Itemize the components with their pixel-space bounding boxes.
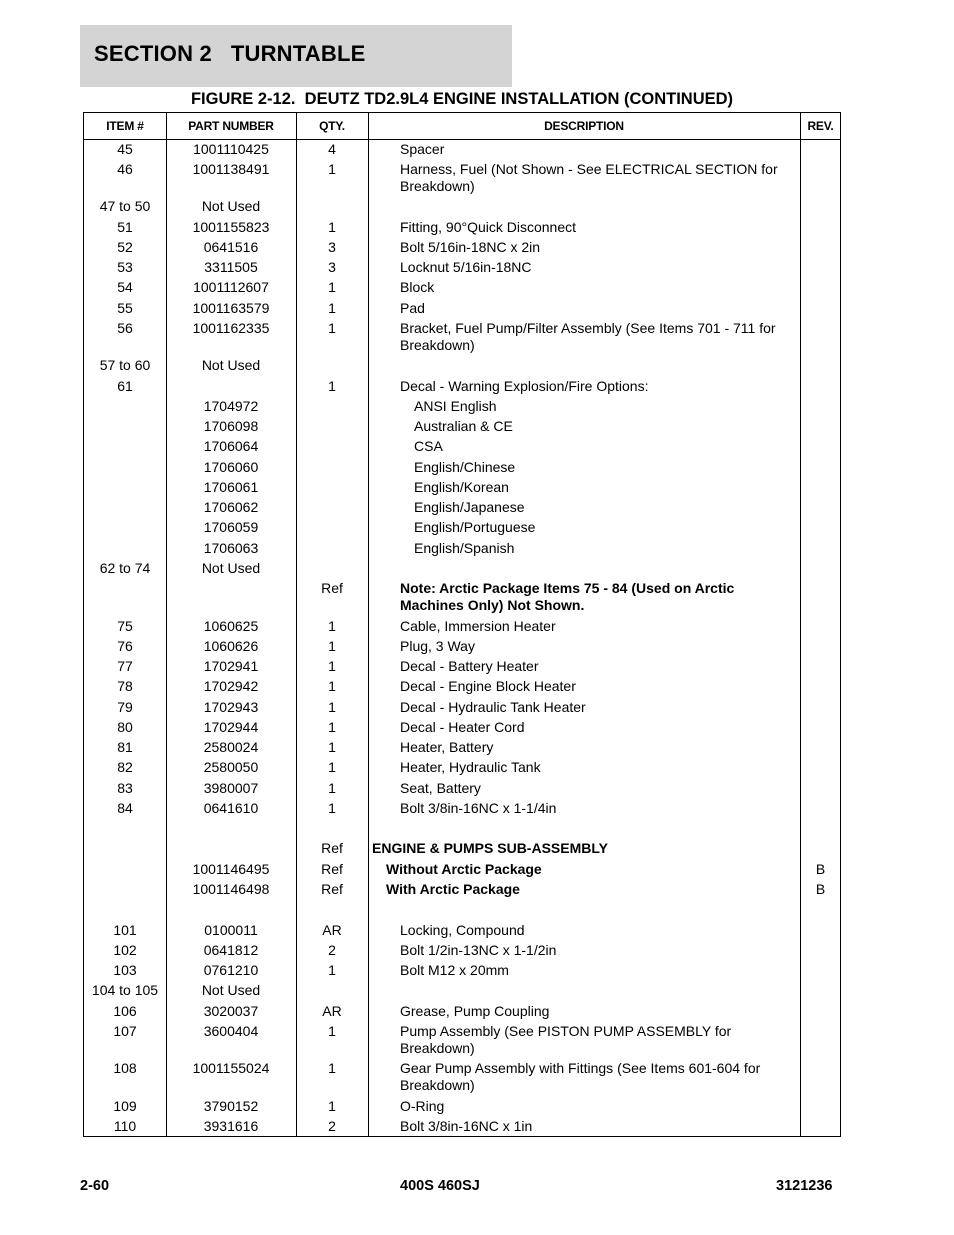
column-divider — [368, 113, 369, 1136]
part-number-cell: 1706061 — [203, 479, 259, 495]
description-continuation: Breakdown) — [400, 1040, 475, 1056]
description-cell: English/Chinese — [414, 459, 516, 475]
item-cell: 81 — [117, 739, 133, 755]
qty-cell: 4 — [328, 141, 336, 157]
qty-cell: 3 — [328, 259, 336, 275]
description-cell: Decal - Hydraulic Tank Heater — [400, 699, 586, 715]
description-cell: ANSI English — [414, 398, 497, 414]
qty-cell: 1 — [328, 678, 336, 694]
part-number-cell: 1706064 — [203, 438, 259, 454]
column-divider — [800, 113, 801, 1136]
figure-title: FIGURE 2-12. DEUTZ TD2.9L4 ENGINE INSTALLATION (CONTINUED) — [190, 90, 734, 108]
part-number-cell: 3790152 — [203, 1098, 259, 1114]
rev-cell: B — [815, 881, 826, 897]
qty-cell: 1 — [328, 1060, 336, 1076]
item-cell: 78 — [117, 678, 133, 694]
part-number-cell: 1702943 — [203, 699, 259, 715]
qty-cell: 1 — [328, 161, 336, 177]
part-number-cell: 1060626 — [203, 638, 259, 654]
description-cell: Decal - Heater Cord — [400, 719, 525, 735]
part-number-cell: 3020037 — [203, 1003, 259, 1019]
parts-table — [83, 112, 841, 1137]
qty-cell: 1 — [328, 962, 336, 978]
description-cell: Gear Pump Assembly with Fittings (See Items 601-604 for — [400, 1060, 761, 1076]
item-cell: 101 — [113, 922, 137, 938]
description-cell: Decal - Battery Heater — [400, 658, 539, 674]
item-cell: 77 — [117, 658, 133, 674]
part-number-cell: 1060625 — [203, 618, 259, 634]
item-cell: 51 — [117, 219, 133, 235]
item-cell: 80 — [117, 719, 133, 735]
part-number-cell: 1001163579 — [192, 300, 270, 316]
qty-cell: AR — [322, 1003, 342, 1019]
section-header — [80, 25, 512, 87]
rev-cell: B — [815, 861, 826, 877]
qty-cell: 1 — [328, 300, 336, 316]
item-cell: 57 to 60 — [99, 357, 151, 373]
qty-cell: 1 — [328, 378, 336, 394]
part-number-cell: 3931616 — [203, 1118, 259, 1134]
description-cell: Plug, 3 Way — [400, 638, 475, 654]
qty-cell: 3 — [328, 239, 336, 255]
item-cell: 82 — [117, 759, 133, 775]
description-cell: Pump Assembly (See PISTON PUMP ASSEMBLY for — [400, 1023, 732, 1039]
part-number-cell: 1702942 — [203, 678, 259, 694]
document-number: 3121236 — [776, 1178, 833, 1194]
header-rev: REV. — [807, 119, 834, 133]
item-cell: 83 — [117, 780, 133, 796]
description-cell: Harness, Fuel (Not Shown - See ELECTRICAL SECTION for — [400, 161, 778, 177]
item-cell: 104 to 105 — [91, 982, 159, 998]
item-cell: 46 — [117, 161, 133, 177]
item-cell: 110 — [113, 1118, 137, 1134]
qty-cell: Ref — [321, 840, 343, 856]
part-number-cell: 1706060 — [203, 459, 259, 475]
page-number: 2-60 — [80, 1178, 110, 1194]
qty-cell: 1 — [328, 719, 336, 735]
item-cell: 84 — [117, 800, 133, 816]
description-cell: Spacer — [400, 141, 445, 157]
section-title: SECTION 2 TURNTABLE — [94, 41, 366, 66]
part-number-cell: 1706098 — [203, 418, 259, 434]
description-cell: Block — [400, 279, 435, 295]
item-cell: 102 — [113, 942, 137, 958]
description-cell: Bolt 1/2in-13NC x 1-1/2in — [400, 942, 557, 958]
description-cell: Bracket, Fuel Pump/Filter Assembly (See Items 701 - 711 for — [400, 320, 776, 336]
item-cell: 108 — [113, 1060, 137, 1076]
qty-cell: Ref — [321, 580, 343, 596]
description-cell: Decal - Warning Explosion/Fire Options: — [400, 378, 649, 394]
description-cell: ENGINE & PUMPS SUB-ASSEMBLY — [372, 840, 608, 856]
description-cell: Bolt M12 x 20mm — [400, 962, 509, 978]
description-cell: Fitting, 90°Quick Disconnect — [400, 219, 577, 235]
part-number-cell: Not Used — [201, 982, 261, 998]
qty-cell: 1 — [328, 780, 336, 796]
part-number-cell: 1706063 — [203, 540, 259, 556]
header-part-number: PART NUMBER — [188, 119, 274, 133]
qty-cell: 1 — [328, 279, 336, 295]
description-cell: Heater, Hydraulic Tank — [400, 759, 541, 775]
description-cell: With Arctic Package — [386, 881, 520, 897]
part-number-cell: Not Used — [201, 357, 261, 373]
description-cell: English/Japanese — [414, 499, 525, 515]
description-continuation: Breakdown) — [400, 337, 475, 353]
description-cell: Seat, Battery — [400, 780, 481, 796]
description-cell: Grease, Pump Coupling — [400, 1003, 550, 1019]
description-cell: CSA — [414, 438, 443, 454]
part-number-cell: 1001110425 — [193, 141, 269, 157]
item-cell: 56 — [117, 320, 133, 336]
part-number-cell: 1001138491 — [192, 161, 270, 177]
part-number-cell: 1001146495 — [192, 861, 270, 877]
description-cell: Locking, Compound — [400, 922, 525, 938]
item-cell: 106 — [113, 1003, 137, 1019]
item-cell: 47 to 50 — [99, 198, 151, 214]
description-cell: Bolt 3/8in-16NC x 1in — [400, 1118, 533, 1134]
item-cell: 61 — [117, 378, 133, 394]
part-number-cell: 0641516 — [203, 239, 259, 255]
qty-cell: 1 — [328, 1023, 336, 1039]
item-cell: 55 — [117, 300, 133, 316]
part-number-cell: 1702941 — [203, 658, 259, 674]
description-cell: Pad — [400, 300, 425, 316]
part-number-cell: 3311505 — [204, 259, 258, 275]
part-number-cell: 0100011 — [204, 922, 258, 938]
part-number-cell: 1001146498 — [192, 881, 270, 897]
part-number-cell: Not Used — [201, 560, 261, 576]
description-cell: Australian & CE — [414, 418, 513, 434]
description-cell: Without Arctic Package — [386, 861, 542, 877]
qty-cell: 1 — [328, 638, 336, 654]
part-number-cell: 0761210 — [203, 962, 259, 978]
description-continuation: Machines Only) Not Shown. — [400, 597, 585, 613]
qty-cell: 2 — [328, 1118, 336, 1134]
part-number-cell: 0641812 — [203, 942, 259, 958]
part-number-cell: 1704972 — [203, 398, 259, 414]
qty-cell: 2 — [328, 942, 336, 958]
part-number-cell: 1001162335 — [192, 320, 270, 336]
item-cell: 107 — [113, 1023, 137, 1039]
header-qty: QTY. — [319, 119, 345, 133]
description-cell: Heater, Battery — [400, 739, 494, 755]
item-cell: 62 to 74 — [99, 560, 151, 576]
qty-cell: Ref — [321, 861, 343, 877]
description-continuation: Breakdown) — [400, 178, 475, 194]
part-number-cell: 2580050 — [203, 759, 259, 775]
description-cell: English/Spanish — [414, 540, 515, 556]
item-cell: 79 — [117, 699, 133, 715]
header-item: ITEM # — [106, 119, 144, 133]
item-cell: 75 — [117, 618, 133, 634]
qty-cell: 1 — [328, 759, 336, 775]
part-number-cell: 1001155823 — [192, 219, 270, 235]
item-cell: 52 — [117, 239, 133, 255]
part-number-cell: 1706059 — [203, 519, 259, 535]
description-cell: Note: Arctic Package Items 75 - 84 (Used on Arctic — [400, 580, 735, 596]
qty-cell: 1 — [328, 618, 336, 634]
item-cell: 76 — [117, 638, 133, 654]
part-number-cell: 0641610 — [203, 800, 259, 816]
description-cell: English/Korean — [414, 479, 509, 495]
part-number-cell: 3600404 — [203, 1023, 259, 1039]
description-continuation: Breakdown) — [400, 1077, 475, 1093]
description-cell: Locknut 5/16in-18NC — [400, 259, 532, 275]
qty-cell: 1 — [328, 219, 336, 235]
item-cell: 109 — [113, 1098, 137, 1114]
header-divider — [84, 139, 840, 140]
item-cell: 103 — [113, 962, 137, 978]
qty-cell: 1 — [328, 739, 336, 755]
description-cell: English/Portuguese — [414, 519, 536, 535]
qty-cell: AR — [322, 922, 342, 938]
model-label: 400S 460SJ — [400, 1178, 480, 1194]
description-cell: O-Ring — [400, 1098, 445, 1114]
description-cell: Decal - Engine Block Heater — [400, 678, 576, 694]
part-number-cell: 2580024 — [203, 739, 259, 755]
part-number-cell: 1001112607 — [193, 279, 269, 295]
part-number-cell: 3980007 — [203, 780, 259, 796]
qty-cell: 1 — [328, 1098, 336, 1114]
part-number-cell: 1702944 — [203, 719, 259, 735]
header-description: DESCRIPTION — [544, 119, 624, 133]
qty-cell: 1 — [328, 800, 336, 816]
qty-cell: 1 — [328, 699, 336, 715]
item-cell: 53 — [117, 259, 133, 275]
description-cell: Bolt 5/16in-18NC x 2in — [400, 239, 541, 255]
qty-cell: 1 — [328, 320, 336, 336]
qty-cell: Ref — [321, 881, 343, 897]
item-cell: 45 — [117, 141, 133, 157]
description-cell: Bolt 3/8in-16NC x 1-1/4in — [400, 800, 557, 816]
description-cell: Cable, Immersion Heater — [400, 618, 556, 634]
item-cell: 54 — [117, 279, 133, 295]
part-number-cell: 1706062 — [203, 499, 259, 515]
part-number-cell: Not Used — [201, 198, 261, 214]
part-number-cell: 1001155024 — [192, 1060, 270, 1076]
qty-cell: 1 — [328, 658, 336, 674]
